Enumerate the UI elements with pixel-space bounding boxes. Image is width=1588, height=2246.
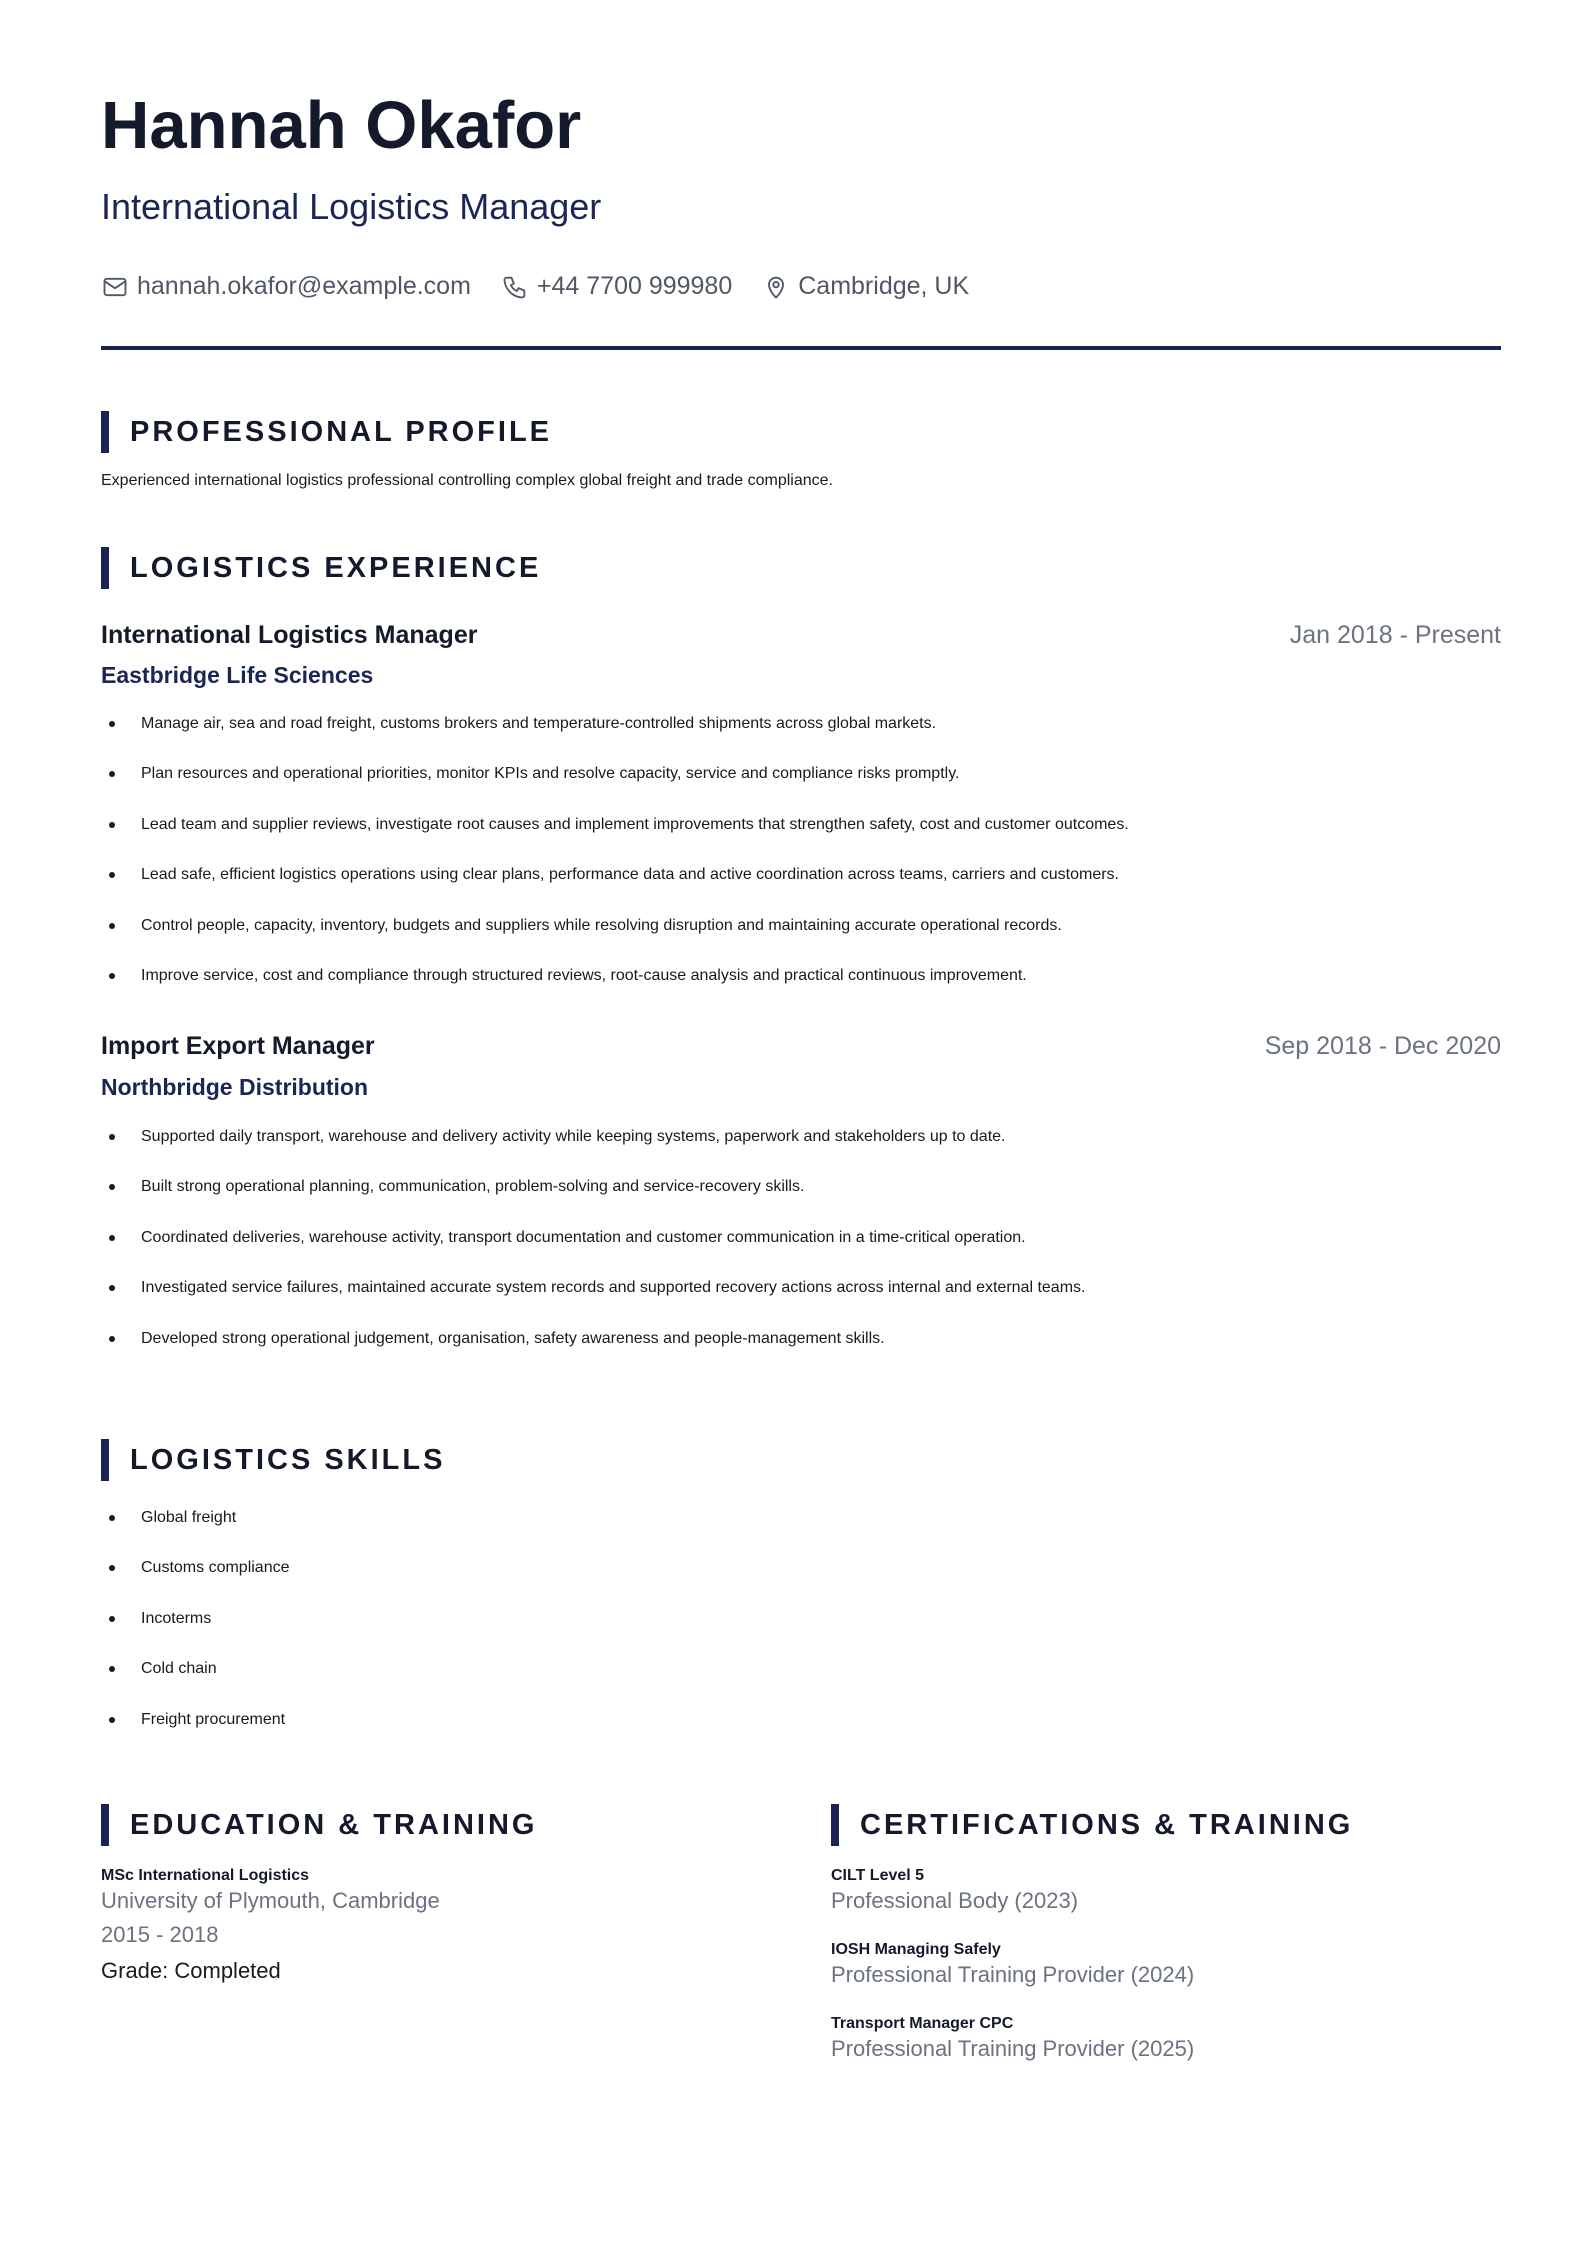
skill-item: Customs compliance <box>101 1558 1501 1608</box>
job-bullets <box>101 714 1501 1016</box>
certification-entry <box>831 1866 1501 1916</box>
contact-phone[interactable] <box>501 272 732 301</box>
job-bullet: Control people, capacity, inventory, budgets and suppliers while resolving disruption and maintaining accurate operational records. <box>101 916 1501 966</box>
certifications-column <box>831 1804 1501 2064</box>
job-dates: Jan 2018 - Present <box>1289 621 1501 649</box>
section-accent-bar <box>101 411 109 453</box>
section-title: CERTIFICATIONS & TRAINING <box>860 1808 1354 1841</box>
profile-section-heading <box>101 411 552 453</box>
mail-icon <box>101 273 129 301</box>
job-bullet: Coordinated deliveries, warehouse activity, transport documentation and customer communication in a time-critical operation. <box>101 1228 1501 1278</box>
section-accent-bar <box>831 1804 839 1846</box>
job-company: Northbridge Distribution <box>101 1074 369 1100</box>
phone-text: +44 7700 999980 <box>536 272 733 300</box>
location-text: Cambridge, UK <box>798 272 970 300</box>
job-bullet: Improve service, cost and compliance through structured reviews, root-cause analysis and practical continuous improvement. <box>101 966 1501 1016</box>
certification-name: Transport Manager CPC <box>831 2015 1014 2032</box>
degree-name: MSc International Logistics <box>101 1867 310 1884</box>
section-accent-bar <box>101 547 109 589</box>
candidate-role: International Logistics Manager <box>101 186 602 227</box>
job-bullet: Developed strong operational judgement, organisation, safety awareness and people-management skills. <box>101 1329 1501 1379</box>
candidate-name: Hannah Okafor <box>101 88 582 163</box>
section-title: LOGISTICS EXPERIENCE <box>130 551 542 584</box>
section-title: PROFESSIONAL PROFILE <box>130 415 553 448</box>
skill-item: Incoterms <box>101 1609 1501 1659</box>
skill-item: Global freight <box>101 1508 1501 1558</box>
skills-section-heading <box>101 1439 445 1481</box>
education-entry <box>101 1866 781 1986</box>
job-title: Import Export Manager <box>101 1032 375 1060</box>
job-bullet: Plan resources and operational priorities, monitor KPIs and resolve capacity, service and compliance risks promptly. <box>101 764 1501 814</box>
experience-section-heading <box>101 547 541 589</box>
contact-row <box>101 272 999 301</box>
section-accent-bar <box>101 1804 109 1846</box>
certification-name: CILT Level 5 <box>831 1867 925 1884</box>
certification-entry <box>831 1940 1501 1990</box>
phone-icon <box>501 273 529 301</box>
certification-name: IOSH Managing Safely <box>831 1941 1001 1958</box>
job-bullet: Built strong operational planning, communication, problem-solving and service-recovery skills. <box>101 1177 1501 1227</box>
education-years: 2015 - 2018 <box>101 1922 219 1947</box>
job-company: Eastbridge Life Sciences <box>101 662 374 688</box>
certification-issuer: Professional Training Provider (2024) <box>831 1962 1195 1987</box>
section-title: LOGISTICS SKILLS <box>130 1443 446 1476</box>
email-text: hannah.okafor@example.com <box>137 272 471 300</box>
job-bullet: Lead safe, efficient logistics operations using clear plans, performance data and active coordination across teams, carriers and customers. <box>101 865 1501 915</box>
map-pin-icon <box>762 273 790 301</box>
job-bullets <box>101 1127 1501 1379</box>
institution-name: University of Plymouth, Cambridge <box>101 1888 440 1913</box>
profile-summary: Experienced international logistics professional controlling complex global freight and trade compliance. <box>101 472 833 489</box>
skills-list <box>101 1508 1501 1760</box>
job-bullet: Manage air, sea and road freight, customs brokers and temperature-controlled shipments across global markets. <box>101 714 1501 764</box>
section-accent-bar <box>101 1439 109 1481</box>
skill-item: Cold chain <box>101 1659 1501 1709</box>
education-section-heading <box>101 1804 781 1846</box>
job-bullet: Supported daily transport, warehouse and delivery activity while keeping systems, paperwork and stakeholders up to date. <box>101 1127 1501 1177</box>
job-bullet: Lead team and supplier reviews, investigate root causes and implement improvements that strengthen safety, cost and customer outcomes. <box>101 815 1501 865</box>
contact-location <box>762 272 969 301</box>
education-column <box>101 1804 781 1986</box>
certification-issuer: Professional Body (2023) <box>831 1888 1079 1913</box>
header-divider <box>101 346 1501 350</box>
certifications-section-heading <box>831 1804 1501 1846</box>
contact-email[interactable] <box>101 272 471 301</box>
job-title: International Logistics Manager <box>101 621 478 649</box>
certification-issuer: Professional Training Provider (2025) <box>831 2036 1195 2061</box>
section-title: EDUCATION & TRAINING <box>130 1808 538 1841</box>
skill-item: Freight procurement <box>101 1710 1501 1760</box>
job-dates: Sep 2018 - Dec 2020 <box>1264 1032 1501 1060</box>
certification-entry <box>831 2014 1501 2064</box>
education-grade: Grade: Completed <box>101 1958 281 1983</box>
job-bullet: Investigated service failures, maintained accurate system records and supported recovery actions across internal and external teams. <box>101 1278 1501 1328</box>
